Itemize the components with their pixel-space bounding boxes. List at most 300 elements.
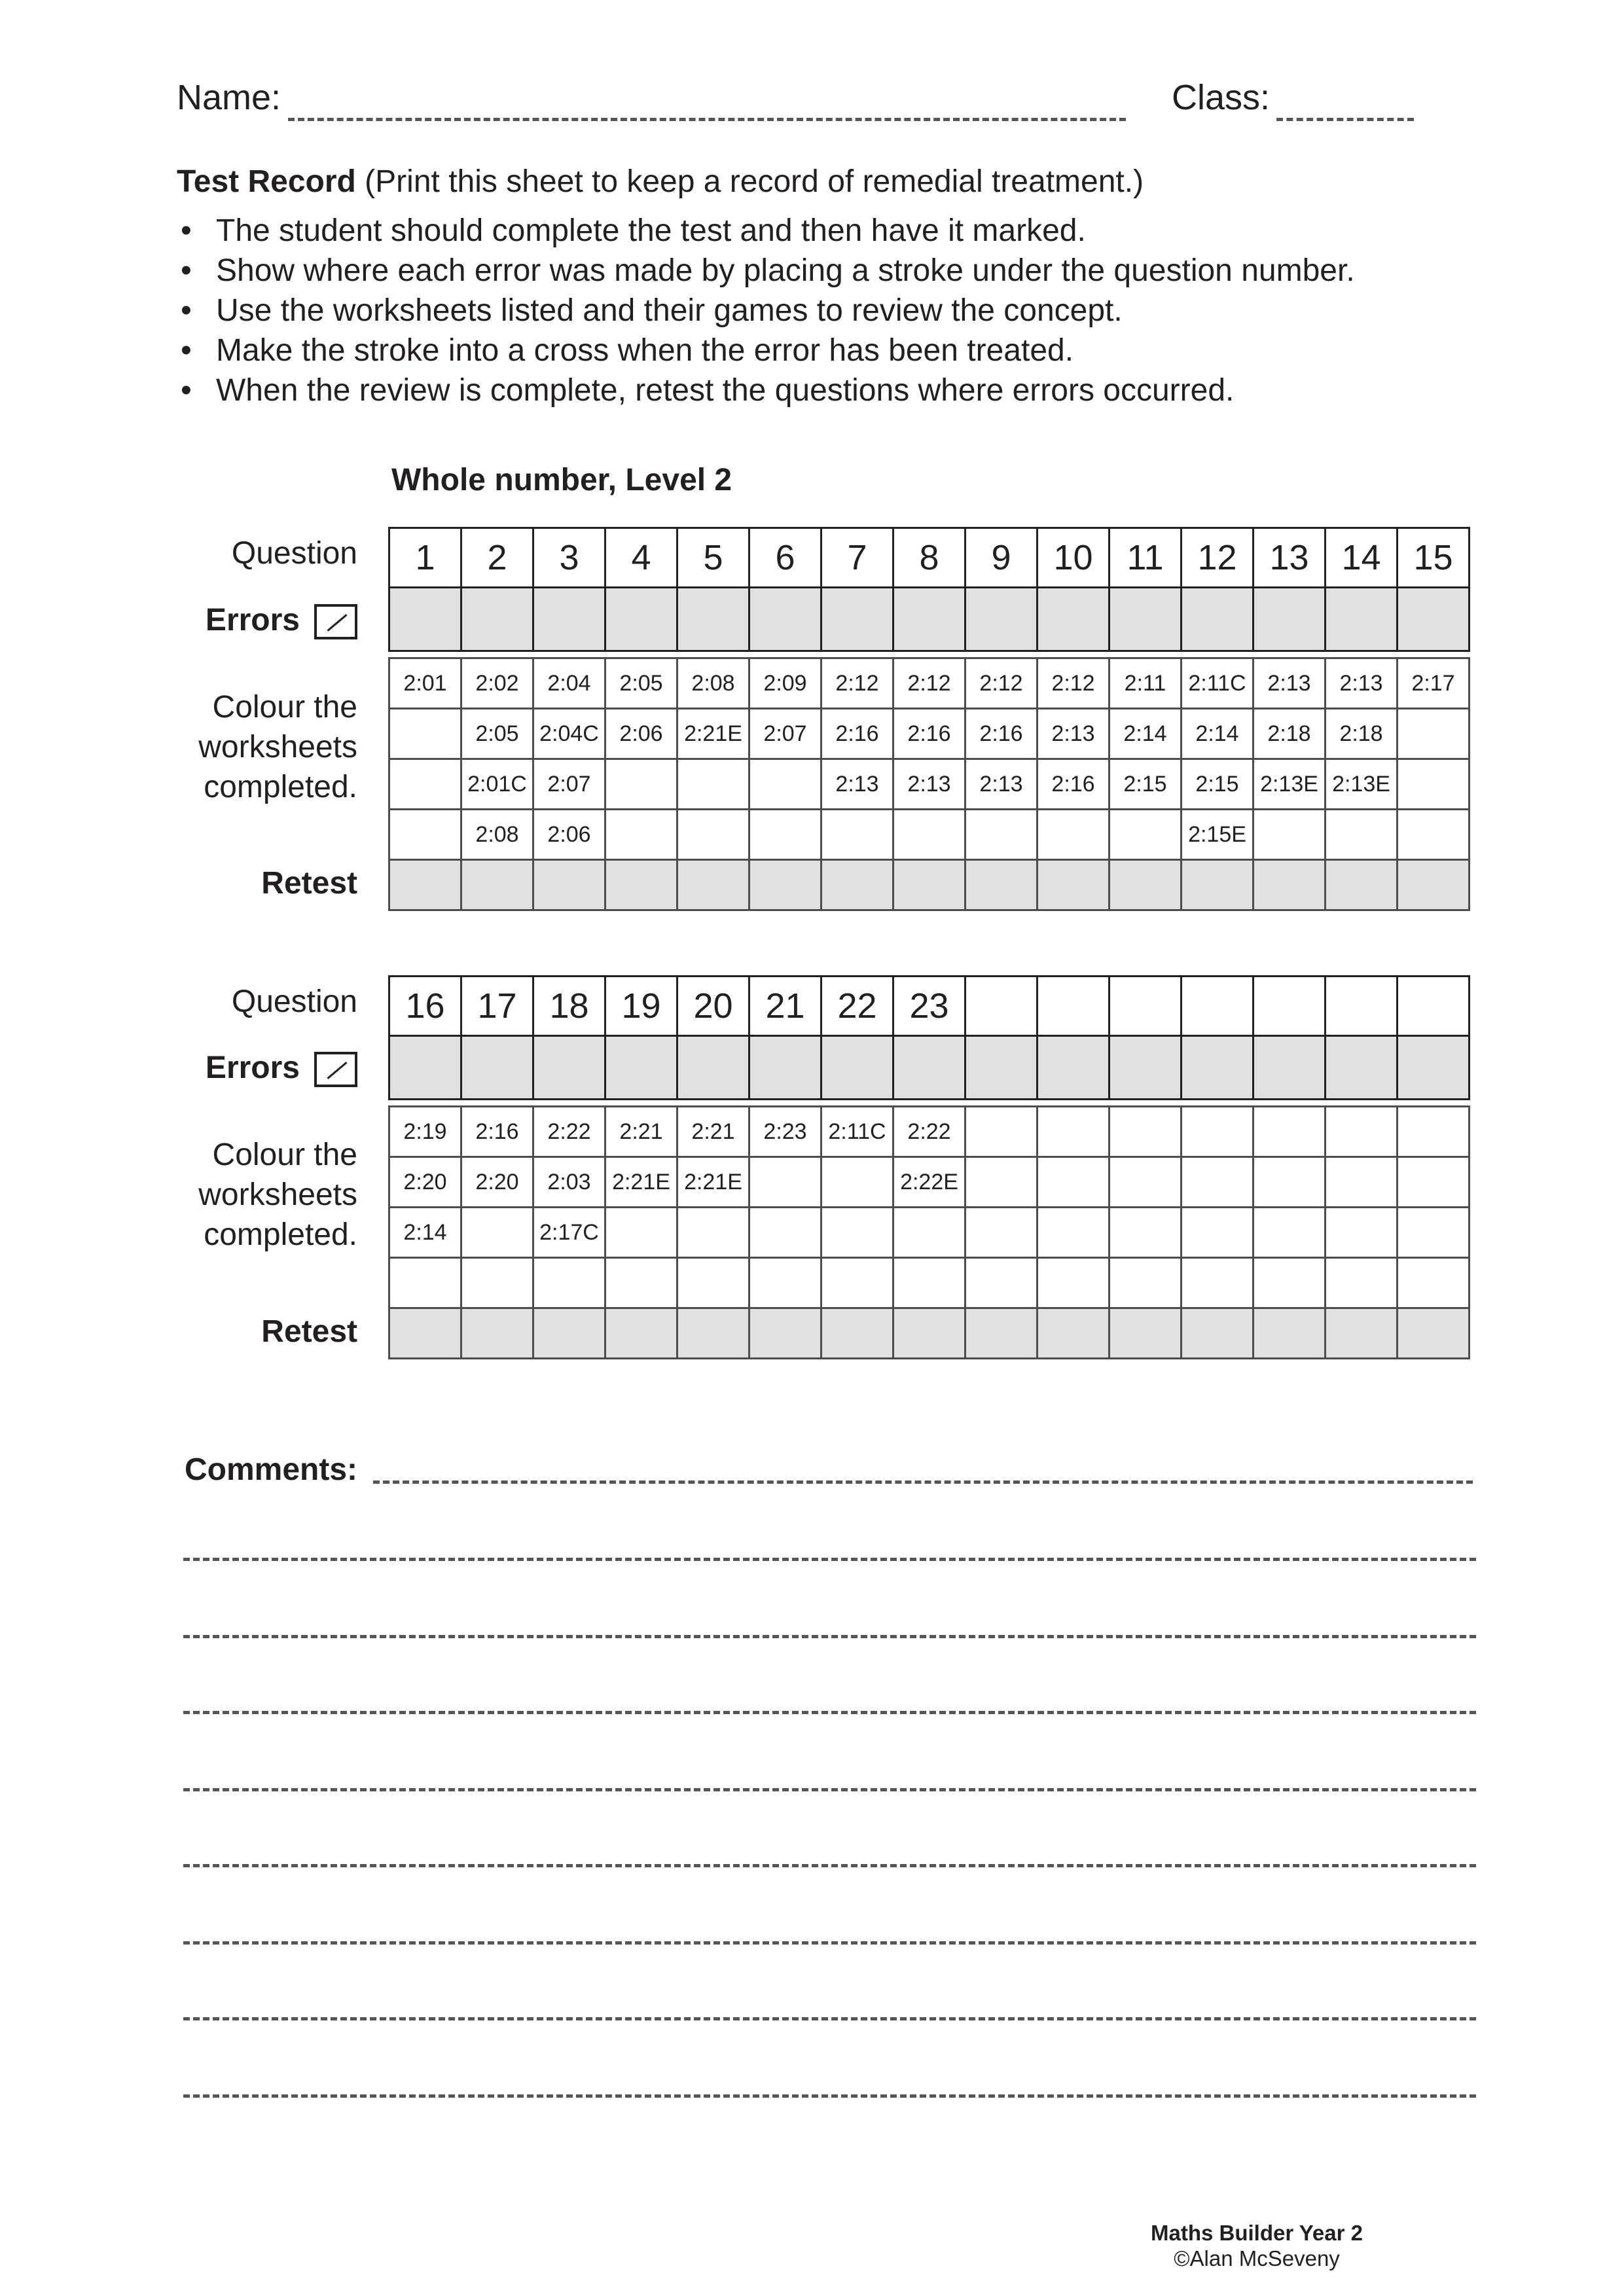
error-mark-cell[interactable] [1254,588,1326,651]
worksheet-cell[interactable]: 2:14 [389,1208,461,1258]
worksheet-cell[interactable] [1182,1107,1254,1157]
worksheet-cell[interactable]: 2:21 [605,1107,677,1157]
worksheet-cell[interactable] [677,810,749,860]
worksheet-cell[interactable] [749,810,821,860]
instruction-item: • Make the stroke into a cross when the error has been treated. [177,331,1355,370]
error-mark-cell[interactable] [389,1036,461,1100]
worksheet-cell[interactable]: 2:11C [1182,658,1254,709]
error-mark-cell[interactable] [1110,1036,1182,1100]
colour-instruction-line: Colour the [212,1138,357,1172]
worksheet-cell[interactable] [1398,1208,1470,1258]
class-field-line[interactable] [1276,118,1414,121]
stroke-example-icon [314,1052,357,1087]
worksheet-cell[interactable]: 2:12 [893,658,965,709]
worksheet-cell[interactable]: 2:15 [1182,759,1254,810]
worksheet-cell[interactable]: 2:01C [461,759,533,810]
retest-cell[interactable] [677,1308,749,1359]
error-mark-cell[interactable] [1326,1036,1398,1100]
worksheet-row [389,1107,1470,1157]
test-record-table-1 [388,527,1470,911]
retest-cell[interactable] [1182,1308,1254,1359]
worksheet-cell[interactable] [1326,1258,1398,1308]
worksheet-cell[interactable] [1038,1208,1110,1258]
question-label: Question [231,984,357,1019]
question-number-cell: 14 [1326,528,1398,588]
worksheet-cell[interactable]: 2:17 [1398,658,1470,709]
worksheet-cell[interactable]: 2:15 [1110,759,1182,810]
question-number-cell [965,977,1038,1036]
retest-cell[interactable] [749,1308,821,1359]
retest-cell[interactable] [1182,860,1254,910]
worksheet-cell[interactable] [749,1208,821,1258]
gap-cell [893,1100,965,1107]
question-number-cell [1182,977,1254,1036]
worksheet-cell[interactable]: 2:05 [605,658,677,709]
worksheet-cell[interactable]: 2:03 [533,1157,605,1208]
retest-cell[interactable] [533,1308,605,1359]
worksheet-cell[interactable] [965,810,1038,860]
question-number-cell [1038,977,1110,1036]
question-number-cell: 4 [605,528,677,588]
worksheet-cell[interactable] [1182,1208,1254,1258]
comment-line[interactable] [183,2094,1476,2098]
error-mark-cell[interactable] [965,588,1038,651]
footer-title: Maths Builder Year 2 [1150,2221,1363,2245]
errors-row [389,1036,1470,1100]
gap-cell [605,1100,677,1107]
error-mark-cell[interactable] [893,588,965,651]
comment-line[interactable] [183,1635,1476,1638]
gap-cell [1110,651,1182,658]
test-record-note: (Print this sheet to keep a record of remedial treatment.) [355,164,1144,199]
worksheet-cell[interactable] [1038,1107,1110,1157]
retest-cell[interactable] [965,860,1038,910]
gap-cell [821,651,893,658]
worksheet-cell[interactable]: 2:07 [533,759,605,810]
retest-label: Retest [261,1314,357,1349]
class-label: Class: [1172,78,1271,117]
worksheet-cell[interactable]: 2:16 [461,1107,533,1157]
test-record-title: Test Record [177,164,356,199]
worksheet-cell[interactable] [965,1258,1038,1308]
gap-cell [893,651,965,658]
worksheet-cell[interactable]: 2:13E [1326,759,1398,810]
error-mark-cell[interactable] [389,588,461,651]
error-mark-cell[interactable] [1038,588,1110,651]
question-number-cell: 3 [533,528,605,588]
worksheet-cell[interactable] [533,1258,605,1308]
colour-instruction-line: completed. [204,1217,357,1252]
question-number-cell: 12 [1182,528,1254,588]
worksheet-cell[interactable]: 2:21E [677,709,749,759]
error-mark-cell[interactable] [677,1036,749,1100]
gap-cell [389,651,461,658]
question-number-cell: 5 [677,528,749,588]
question-number-cell: 15 [1398,528,1470,588]
worksheet-cell[interactable] [749,1157,821,1208]
worksheet-cell[interactable]: 2:20 [389,1157,461,1208]
worksheet-cell[interactable] [1326,810,1398,860]
gap-cell [1326,651,1398,658]
worksheet-cell[interactable] [1254,810,1326,860]
worksheet-cell[interactable]: 2:11 [1110,658,1182,709]
error-mark-cell[interactable] [605,588,677,651]
worksheet-cell[interactable] [893,1258,965,1308]
instruction-item: • Show where each error was made by placing a stroke under the question number. [177,251,1355,291]
worksheet-cell[interactable] [1182,1157,1254,1208]
question-number-cell: 6 [749,528,821,588]
row-gap [389,1100,1470,1107]
gap-cell [677,651,749,658]
error-mark-cell[interactable] [461,1036,533,1100]
error-mark-cell[interactable] [1326,588,1398,651]
colour-instruction-line: worksheets [198,1177,357,1212]
retest-cell[interactable] [1038,860,1110,910]
colour-instruction [198,687,357,807]
retest-cell[interactable] [1326,1308,1398,1359]
worksheet-cell[interactable]: 2:08 [461,810,533,860]
question-number-cell [1326,977,1398,1036]
error-mark-cell[interactable] [1038,1036,1110,1100]
errors-label-text: Errors [205,1050,300,1085]
comment-line[interactable] [183,2017,1476,2020]
stroke-example-icon [314,604,357,639]
worksheet-cell[interactable]: 2:04C [533,709,605,759]
retest-cell[interactable] [461,1308,533,1359]
worksheet-cell[interactable] [677,1258,749,1308]
gap-cell [1254,1100,1326,1107]
gap-cell [533,651,605,658]
retest-cell[interactable] [605,860,677,910]
worksheet-cell[interactable]: 2:16 [1038,759,1110,810]
retest-row [389,1308,1470,1359]
worksheet-cell[interactable] [821,1208,893,1258]
worksheet-cell[interactable] [1038,810,1110,860]
worksheet-cell[interactable]: 2:13 [1326,658,1398,709]
question-number-cell [1254,977,1326,1036]
worksheet-row [389,658,1470,709]
worksheet-cell[interactable] [965,1157,1038,1208]
worksheet-cell[interactable] [1038,1157,1110,1208]
gap-cell [533,1100,605,1107]
worksheet-cell[interactable] [1398,1258,1470,1308]
worksheet-cell[interactable] [1110,810,1182,860]
error-mark-cell[interactable] [1110,588,1182,651]
question-number-cell: 11 [1110,528,1182,588]
question-number-cell: 8 [893,528,965,588]
worksheet-cell[interactable]: 2:13 [1254,658,1326,709]
errors-label [206,602,357,639]
colour-instruction [198,1135,357,1255]
worksheet-cell[interactable]: 2:23 [749,1107,821,1157]
worksheet-cell[interactable]: 2:09 [749,658,821,709]
worksheet-cell[interactable] [821,1157,893,1208]
colour-instruction-line: worksheets [198,730,357,764]
worksheet-cell[interactable] [1326,1208,1398,1258]
retest-cell[interactable] [1038,1308,1110,1359]
gap-cell [389,1100,461,1107]
error-mark-cell[interactable] [749,1036,821,1100]
retest-cell[interactable] [533,860,605,910]
gap-cell [1326,1100,1398,1107]
worksheet-cell[interactable]: 2:16 [821,709,893,759]
worksheet-cell[interactable]: 2:17C [533,1208,605,1258]
question-number-cell: 21 [749,977,821,1036]
error-mark-cell[interactable] [965,1036,1038,1100]
retest-cell[interactable] [893,1308,965,1359]
worksheet-cell[interactable]: 2:12 [965,658,1038,709]
worksheet-cell[interactable] [1398,759,1470,810]
worksheet-cell[interactable]: 2:14 [1182,709,1254,759]
gap-cell [749,651,821,658]
worksheet-cell[interactable] [1110,1107,1182,1157]
worksheet-cell[interactable] [893,1208,965,1258]
worksheet-cell[interactable]: 2:07 [749,709,821,759]
footer-copyright: ©Alan McSeveny [1174,2246,1340,2270]
comment-line[interactable] [183,1941,1476,1945]
error-mark-cell[interactable] [749,588,821,651]
retest-cell[interactable] [749,860,821,910]
worksheet-cell[interactable]: 2:21E [677,1157,749,1208]
question-number-cell [1110,977,1182,1036]
worksheet-cell[interactable]: 2:13 [821,759,893,810]
worksheet-cell[interactable] [1038,1258,1110,1308]
worksheet-cell[interactable]: 2:01 [389,658,461,709]
worksheet-cell[interactable]: 2:18 [1326,709,1398,759]
gap-cell [965,651,1038,658]
worksheet-cell[interactable] [1326,1157,1398,1208]
question-label: Question [231,536,357,571]
worksheet-cell[interactable] [1398,709,1470,759]
worksheet-cell[interactable] [965,1208,1038,1258]
worksheet-cell[interactable]: 2:19 [389,1107,461,1157]
worksheet-cell[interactable] [1110,1208,1182,1258]
worksheet-cell[interactable] [1254,1258,1326,1308]
worksheet-cell[interactable] [1110,1157,1182,1208]
worksheet-cell[interactable]: 2:20 [461,1157,533,1208]
retest-cell[interactable] [1110,860,1182,910]
error-mark-cell[interactable] [821,1036,893,1100]
worksheet-cell[interactable]: 2:13 [965,759,1038,810]
worksheet-cell[interactable]: 2:15E [1182,810,1254,860]
error-mark-cell[interactable] [1182,588,1254,651]
worksheet-row [389,1208,1470,1258]
question-number-cell: 13 [1254,528,1326,588]
worksheet-cell[interactable]: 2:22 [533,1107,605,1157]
worksheet-cell[interactable] [1254,1208,1326,1258]
error-mark-cell[interactable] [533,588,605,651]
gap-cell [461,651,533,658]
worksheet-cell[interactable]: 2:18 [1254,709,1326,759]
worksheet-cell[interactable] [389,709,461,759]
worksheet-cell[interactable]: 2:13 [893,759,965,810]
retest-cell[interactable] [893,860,965,910]
gap-cell [1182,651,1254,658]
instruction-item: • The student should complete the test and then have it marked. [177,211,1355,251]
errors-label-text: Errors [205,603,300,637]
worksheet-cell[interactable] [1398,1157,1470,1208]
question-number-cell: 10 [1038,528,1110,588]
instruction-item: • Use the worksheets listed and their games to review the concept. [177,291,1355,331]
worksheet-cell[interactable] [1398,810,1470,860]
comment-line[interactable] [183,1864,1476,1867]
worksheet-row [389,810,1470,860]
worksheet-row [389,1157,1470,1208]
question-number-cell: 2 [461,528,533,588]
question-number-cell [1398,977,1470,1036]
worksheet-cell[interactable] [605,759,677,810]
test-record-table-2 [388,975,1470,1359]
worksheet-cell[interactable]: 2:12 [1038,658,1110,709]
gap-cell [1398,651,1470,658]
retest-cell[interactable] [1398,1308,1470,1359]
retest-cell[interactable] [1110,1308,1182,1359]
question-number-cell: 20 [677,977,749,1036]
error-mark-cell[interactable] [533,1036,605,1100]
retest-cell[interactable] [821,1308,893,1359]
retest-cell[interactable] [1254,1308,1326,1359]
question-number-cell: 16 [389,977,461,1036]
worksheet-cell[interactable]: 2:13 [1038,709,1110,759]
worksheet-cell[interactable] [389,1258,461,1308]
error-mark-cell[interactable] [461,588,533,651]
worksheet-cell[interactable]: 2:06 [533,810,605,860]
error-mark-cell[interactable] [605,1036,677,1100]
gap-cell [1182,1100,1254,1107]
retest-row [389,860,1470,910]
gap-cell [605,651,677,658]
worksheet-cell[interactable]: 2:02 [461,658,533,709]
gap-cell [677,1100,749,1107]
gap-cell [1398,1100,1470,1107]
retest-cell[interactable] [389,1308,461,1359]
worksheet-cell[interactable]: 2:13E [1254,759,1326,810]
row-gap [389,651,1470,658]
gap-cell [1038,651,1110,658]
worksheet-cell[interactable] [1254,1107,1326,1157]
worksheet-cell[interactable]: 2:16 [893,709,965,759]
worksheet-cell[interactable] [605,1258,677,1308]
worksheet-cell[interactable] [461,1258,533,1308]
comment-line[interactable] [373,1480,1473,1484]
retest-cell[interactable] [605,1308,677,1359]
section-title: Whole number, Level 2 [391,463,732,497]
worksheet-cell[interactable] [677,759,749,810]
worksheet-cell[interactable] [821,1258,893,1308]
worksheet-cell[interactable] [461,1208,533,1258]
name-field-line[interactable] [288,118,1126,121]
worksheet-cell[interactable] [1326,1107,1398,1157]
error-mark-cell[interactable] [893,1036,965,1100]
worksheet-cell[interactable] [389,759,461,810]
errors-label [206,1050,357,1087]
gap-cell [1038,1100,1110,1107]
worksheet-cell[interactable] [893,810,965,860]
worksheet-cell[interactable]: 2:04 [533,658,605,709]
retest-cell[interactable] [1398,860,1470,910]
question-number-cell: 22 [821,977,893,1036]
worksheet-cell[interactable] [821,810,893,860]
question-number-cell: 18 [533,977,605,1036]
gap-cell [1254,651,1326,658]
worksheet-row [389,1258,1470,1308]
retest-cell[interactable] [677,860,749,910]
worksheet-cell[interactable] [1182,1258,1254,1308]
retest-cell[interactable] [389,860,461,910]
worksheet-cell[interactable] [1110,1258,1182,1308]
worksheet-cell[interactable]: 2:06 [605,709,677,759]
test-record-heading [177,164,1144,200]
worksheet-cell[interactable] [749,759,821,810]
worksheet-cell[interactable]: 2:21 [677,1107,749,1157]
worksheet-cell[interactable] [749,1258,821,1308]
worksheet-cell[interactable] [1398,1107,1470,1157]
worksheet-cell[interactable] [605,810,677,860]
worksheet-cell[interactable]: 2:08 [677,658,749,709]
worksheet-row [389,759,1470,810]
worksheet-cell[interactable]: 2:11C [821,1107,893,1157]
worksheet-cell[interactable]: 2:21E [605,1157,677,1208]
error-mark-cell[interactable] [1398,588,1470,651]
colour-instruction-line: completed. [204,770,357,804]
instruction-list [177,211,1355,410]
error-mark-cell[interactable] [821,588,893,651]
worksheet-cell[interactable]: 2:22 [893,1107,965,1157]
retest-cell[interactable] [1326,860,1398,910]
comments-label: Comments: [185,1452,358,1487]
retest-label: Retest [261,866,357,901]
name-label: Name: [177,78,281,117]
question-number-cell: 19 [605,977,677,1036]
comment-line[interactable] [183,1788,1476,1791]
error-mark-cell[interactable] [1254,1036,1326,1100]
gap-cell [749,1100,821,1107]
worksheet-row [389,709,1470,759]
retest-cell[interactable] [1254,860,1326,910]
gap-cell [1110,1100,1182,1107]
worksheet-cell[interactable] [677,1208,749,1258]
retest-cell[interactable] [965,1308,1038,1359]
gap-cell [461,1100,533,1107]
question-number-cell: 1 [389,528,461,588]
retest-cell[interactable] [821,860,893,910]
instruction-item: • When the review is complete, retest the questions where errors occurred. [177,370,1355,410]
errors-row [389,588,1470,651]
question-number-cell: 7 [821,528,893,588]
question-number-cell: 17 [461,977,533,1036]
question-number-cell: 9 [965,528,1038,588]
worksheet-cell[interactable] [605,1208,677,1258]
error-mark-cell[interactable] [1398,1036,1470,1100]
worksheet-cell[interactable] [1254,1157,1326,1208]
comment-line[interactable] [183,1558,1476,1561]
comment-line[interactable] [183,1711,1476,1714]
worksheet-cell[interactable]: 2:14 [1110,709,1182,759]
retest-cell[interactable] [461,860,533,910]
worksheet-cell[interactable] [965,1107,1038,1157]
colour-instruction-line: Colour the [212,690,357,725]
worksheet-cell[interactable]: 2:16 [965,709,1038,759]
gap-cell [965,1100,1038,1107]
worksheet-cell[interactable] [389,810,461,860]
error-mark-cell[interactable] [677,588,749,651]
worksheet-cell[interactable]: 2:12 [821,658,893,709]
worksheet-cell[interactable]: 2:22E [893,1157,965,1208]
gap-cell [821,1100,893,1107]
error-mark-cell[interactable] [1182,1036,1254,1100]
worksheet-cell[interactable]: 2:05 [461,709,533,759]
question-number-cell: 23 [893,977,965,1036]
